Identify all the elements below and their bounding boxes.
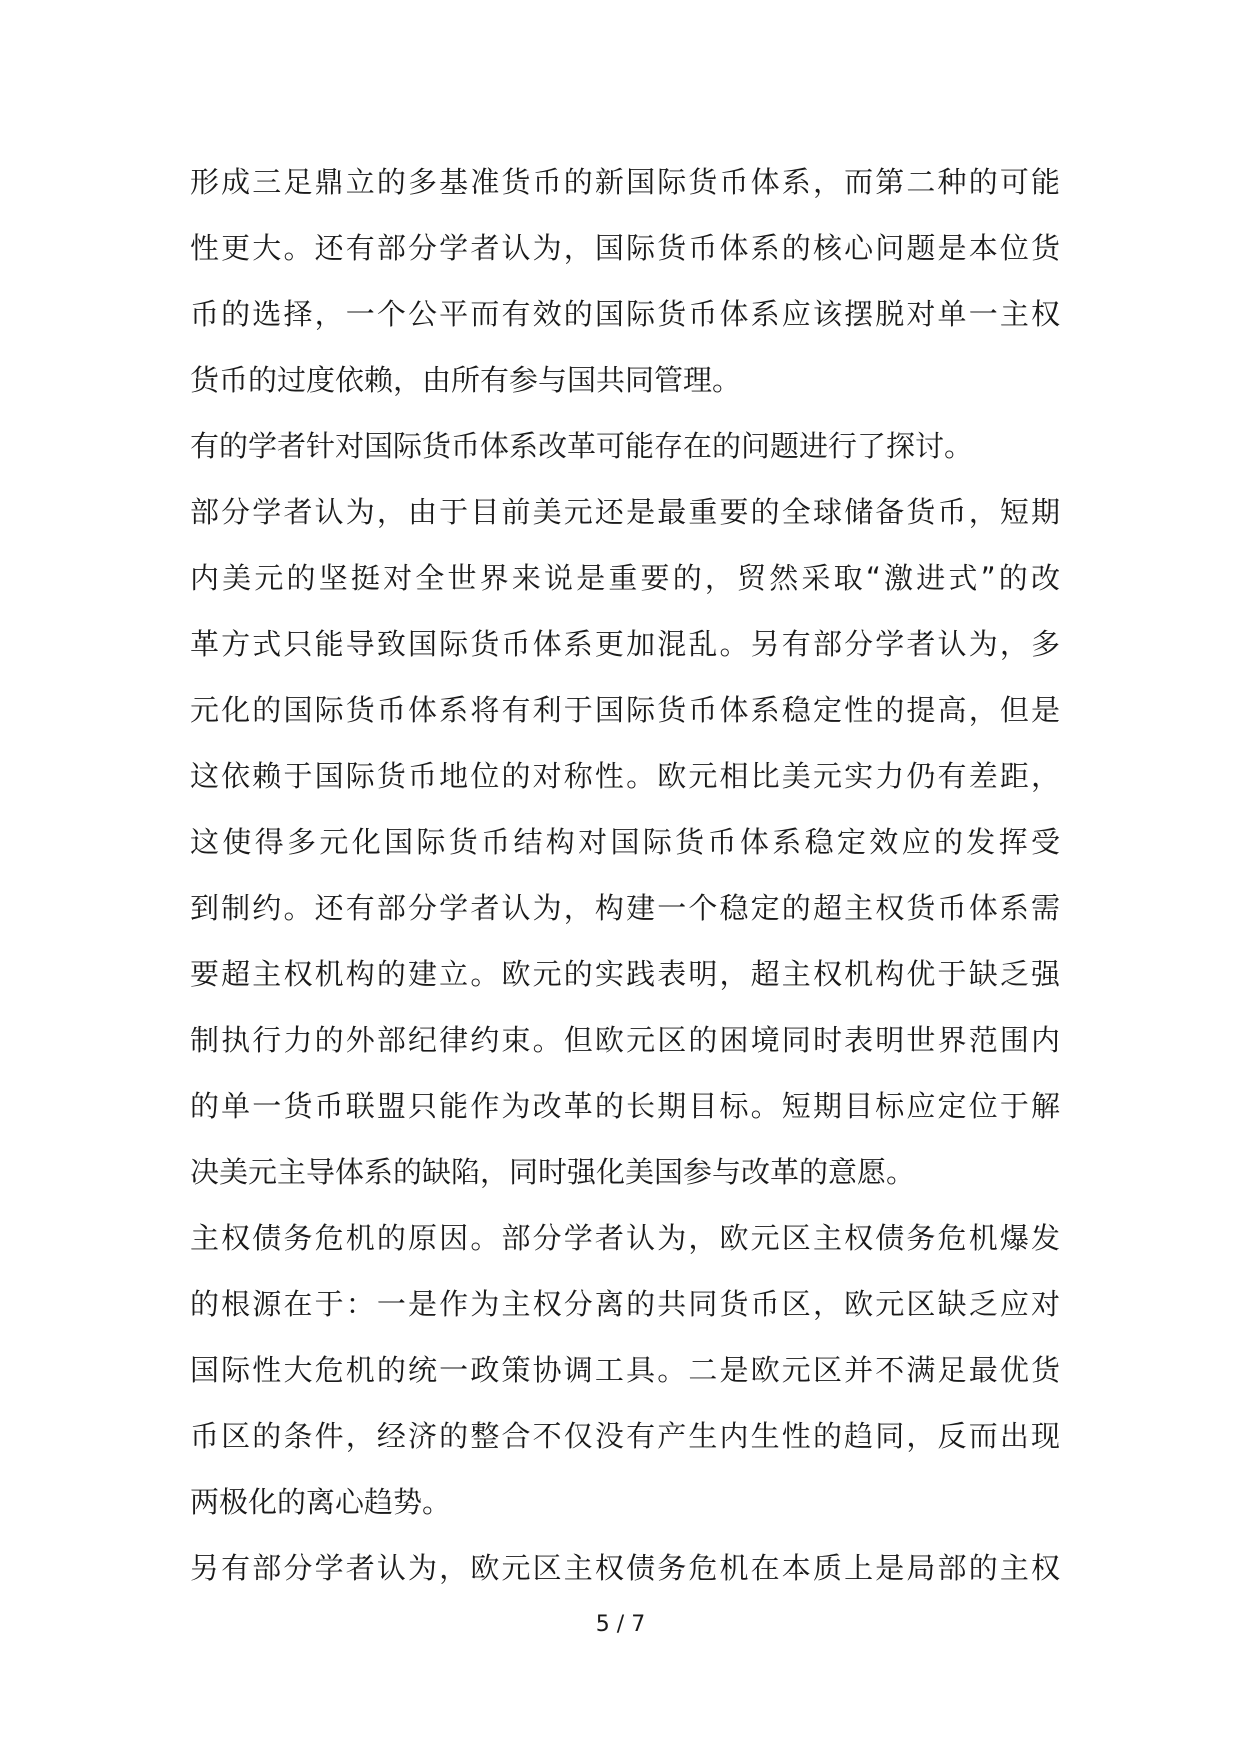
- text-line: 革方式只能导致国际货币体系更加混乱。另有部分学者认为，多: [190, 627, 1060, 661]
- text-line: 另有部分学者认为，欧元区主权债务危机在本质上是局部的主权: [190, 1551, 1060, 1585]
- text-line: 制执行力的外部纪律约束。但欧元区的困境同时表明世界范围内: [190, 1023, 1060, 1057]
- text-line: 货币的过度依赖，由所有参与国共同管理。: [190, 363, 742, 397]
- text-line: 主权债务危机的原因。部分学者认为，欧元区主权债务危机爆发: [190, 1221, 1060, 1255]
- text-line: 形成三足鼎立的多基准货币的新国际货币体系，而第二种的可能: [190, 165, 1060, 199]
- text-line: 部分学者认为，由于目前美元还是最重要的全球储备货币，短期: [190, 495, 1060, 529]
- text-line: 两极化的离心趋势。: [190, 1485, 452, 1519]
- page-number: 5 / 7: [595, 1612, 646, 1637]
- text-line: 币区的条件，经济的整合不仅没有产生内生性的趋同，反而出现: [190, 1419, 1060, 1453]
- text-line: 决美元主导体系的缺陷，同时强化美国参与改革的意愿。: [190, 1155, 916, 1189]
- text-line: 这使得多元化国际货币结构对国际货币体系稳定效应的发挥受: [190, 825, 1060, 859]
- text-line: 币的选择，一个公平而有效的国际货币体系应该摆脱对单一主权: [190, 297, 1060, 331]
- text-line: 到制约。还有部分学者认为，构建一个稳定的超主权货币体系需: [190, 891, 1060, 925]
- text-line: 的单一货币联盟只能作为改革的长期目标。短期目标应定位于解: [190, 1089, 1060, 1123]
- text-line: 性更大。还有部分学者认为，国际货币体系的核心问题是本位货: [190, 231, 1060, 265]
- text-line: 内美元的坚挺对全世界来说是重要的，贸然采取“激进式”的改: [190, 561, 1060, 595]
- text-line: 这依赖于国际货币地位的对称性。欧元相比美元实力仍有差距，: [190, 759, 1060, 793]
- text-line: 有的学者针对国际货币体系改革可能存在的问题进行了探讨。: [190, 429, 974, 463]
- body-text: [190, 162, 1060, 1614]
- text-line: 的根源在于：一是作为主权分离的共同货币区，欧元区缺乏应对: [190, 1287, 1060, 1321]
- text-line: 要超主权机构的建立。欧元的实践表明，超主权机构优于缺乏强: [190, 957, 1060, 991]
- text-line: 国际性大危机的统一政策协调工具。二是欧元区并不满足最优货: [190, 1353, 1060, 1387]
- text-line: 元化的国际货币体系将有利于国际货币体系稳定性的提高，但是: [190, 693, 1060, 727]
